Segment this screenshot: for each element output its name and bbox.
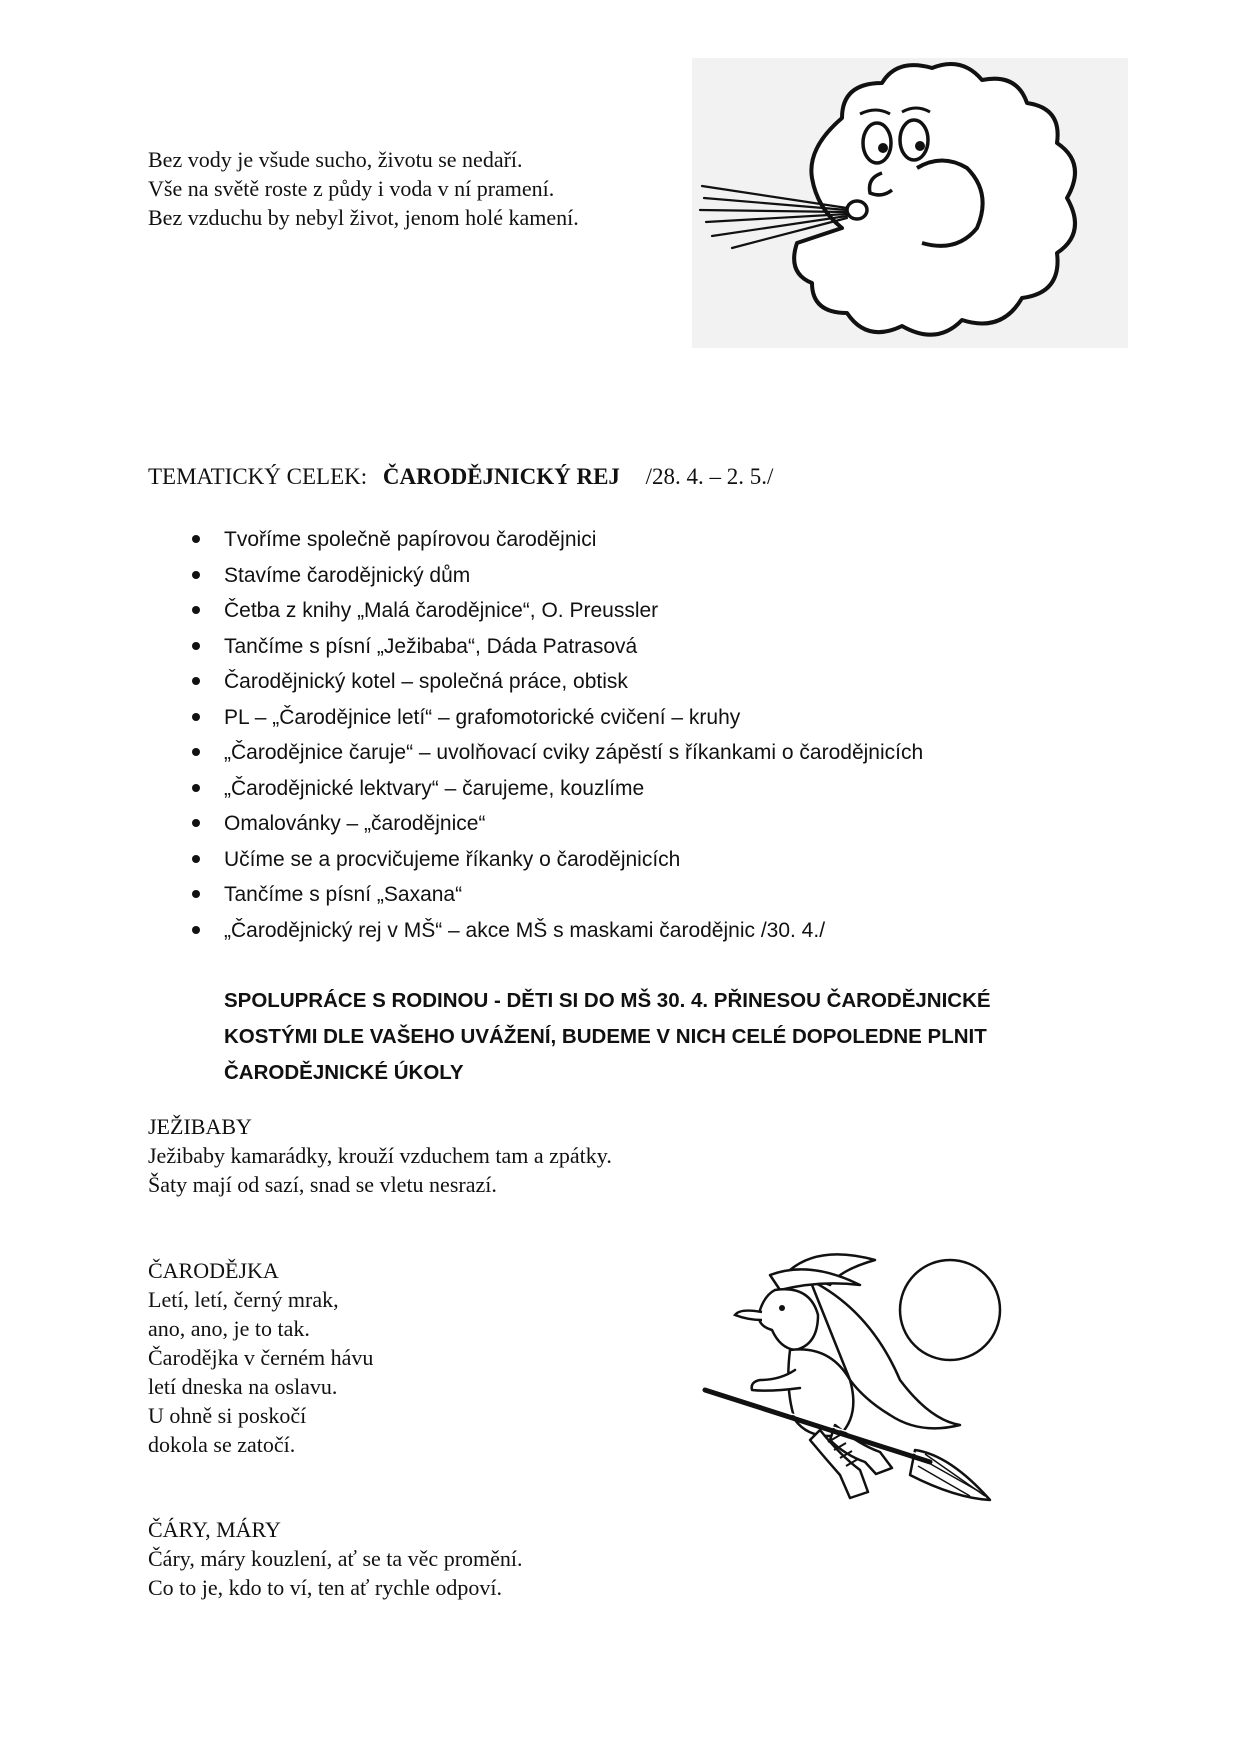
list-item: Čarodějnický kotel – společná práce, obtisk xyxy=(190,664,923,700)
cooperation-line: SPOLUPRÁCE S RODINOU - DĚTI SI DO MŠ 30. 4. PŘINESOU ČARODĚJNICKÉ xyxy=(224,989,991,1012)
poem-line: Ježibaby kamarádky, krouží vzduchem tam a zpátky. xyxy=(148,1143,612,1168)
list-item: Tančíme s písní „Saxana“ xyxy=(190,877,923,913)
list-item: Stavíme čarodějnický dům xyxy=(190,558,923,594)
poem-carodejka xyxy=(148,1256,373,1459)
bullet-icon xyxy=(192,606,200,614)
bullet-icon xyxy=(192,571,200,579)
heading-dates: /28. 4. – 2. 5./ xyxy=(645,464,774,489)
poem-line: Čarodějka v černém hávu xyxy=(148,1345,374,1370)
list-item: Tvoříme společně papírovou čarodějnici xyxy=(190,522,923,558)
witch-on-broom-illustration xyxy=(700,1230,1020,1520)
bullet-icon xyxy=(192,535,200,543)
bullet-icon xyxy=(192,713,200,721)
list-item: Omalovánky – „čarodějnice“ xyxy=(190,806,923,842)
intro-poem-line: Vše na světě roste z půdy i voda v ní pramení. xyxy=(148,176,555,201)
poem-title: JEŽIBABY xyxy=(148,1114,252,1139)
intro-poem-line: Bez vody je všude sucho, životu se nedaří. xyxy=(148,147,523,172)
bullet-icon xyxy=(192,677,200,685)
list-item: Tančíme s písní „Ježibaba“, Dáda Patrasová xyxy=(190,629,923,665)
bullet-icon xyxy=(192,855,200,863)
heading-title: ČARODĚJNICKÝ REJ xyxy=(382,464,620,489)
poem-line: ano, ano, je to tak. xyxy=(148,1316,310,1341)
bullet-icon xyxy=(192,748,200,756)
intro-poem-line: Bez vzduchu by nebyl život, jenom holé kamení. xyxy=(148,205,579,230)
poem-title: ČÁRY, MÁRY xyxy=(148,1517,281,1542)
activities-list xyxy=(190,522,923,948)
poem-line: Čáry, máry kouzlení, ať se ta věc promění. xyxy=(148,1546,523,1571)
poem-line: dokola se zatočí. xyxy=(148,1432,296,1457)
poem-line: letí dneska na oslavu. xyxy=(148,1374,338,1399)
section-heading xyxy=(148,464,773,490)
bullet-icon xyxy=(192,819,200,827)
blowing-cloud-illustration xyxy=(692,58,1128,348)
cooperation-line: KOSTÝMI DLE VAŠEHO UVÁŽENÍ, BUDEME V NICH CELÉ DOPOLEDNE PLNIT xyxy=(224,1025,987,1048)
poem-cary-mary xyxy=(148,1515,523,1602)
cooperation-line: ČARODĚJNICKÉ ÚKOLY xyxy=(224,1061,464,1084)
poem-line: Co to je, kdo to ví, ten ať rychle odpoví. xyxy=(148,1575,503,1600)
poem-line: Letí, letí, černý mrak, xyxy=(148,1287,339,1312)
list-item: „Čarodějnice čaruje“ – uvolňovací cviky zápěstí s říkankami o čarodějnicích xyxy=(190,735,923,771)
list-item: „Čarodějnický rej v MŠ“ – akce MŠ s maskami čarodějnic /30. 4./ xyxy=(190,913,923,949)
poem-jezibaby xyxy=(148,1112,612,1199)
intro-poem xyxy=(148,145,579,232)
poem-title: ČARODĚJKA xyxy=(148,1258,279,1283)
heading-prefix: TEMATICKÝ CELEK: xyxy=(148,464,368,489)
list-item: PL – „Čarodějnice letí“ – grafomotorické cvičení – kruhy xyxy=(190,700,923,736)
family-cooperation-note xyxy=(224,983,1054,1091)
bullet-icon xyxy=(192,642,200,650)
list-item: „Čarodějnické lektvary“ – čarujeme, kouzlíme xyxy=(190,771,923,807)
poem-line: U ohně si poskočí xyxy=(148,1403,307,1428)
list-item: Učíme se a procvičujeme říkanky o čarodějnicích xyxy=(190,842,923,878)
bullet-icon xyxy=(192,926,200,934)
list-item: Četba z knihy „Malá čarodějnice“, O. Preussler xyxy=(190,593,923,629)
poem-line: Šaty mají od sazí, snad se vletu nesrazí. xyxy=(148,1172,497,1197)
bullet-icon xyxy=(192,784,200,792)
bullet-icon xyxy=(192,890,200,898)
